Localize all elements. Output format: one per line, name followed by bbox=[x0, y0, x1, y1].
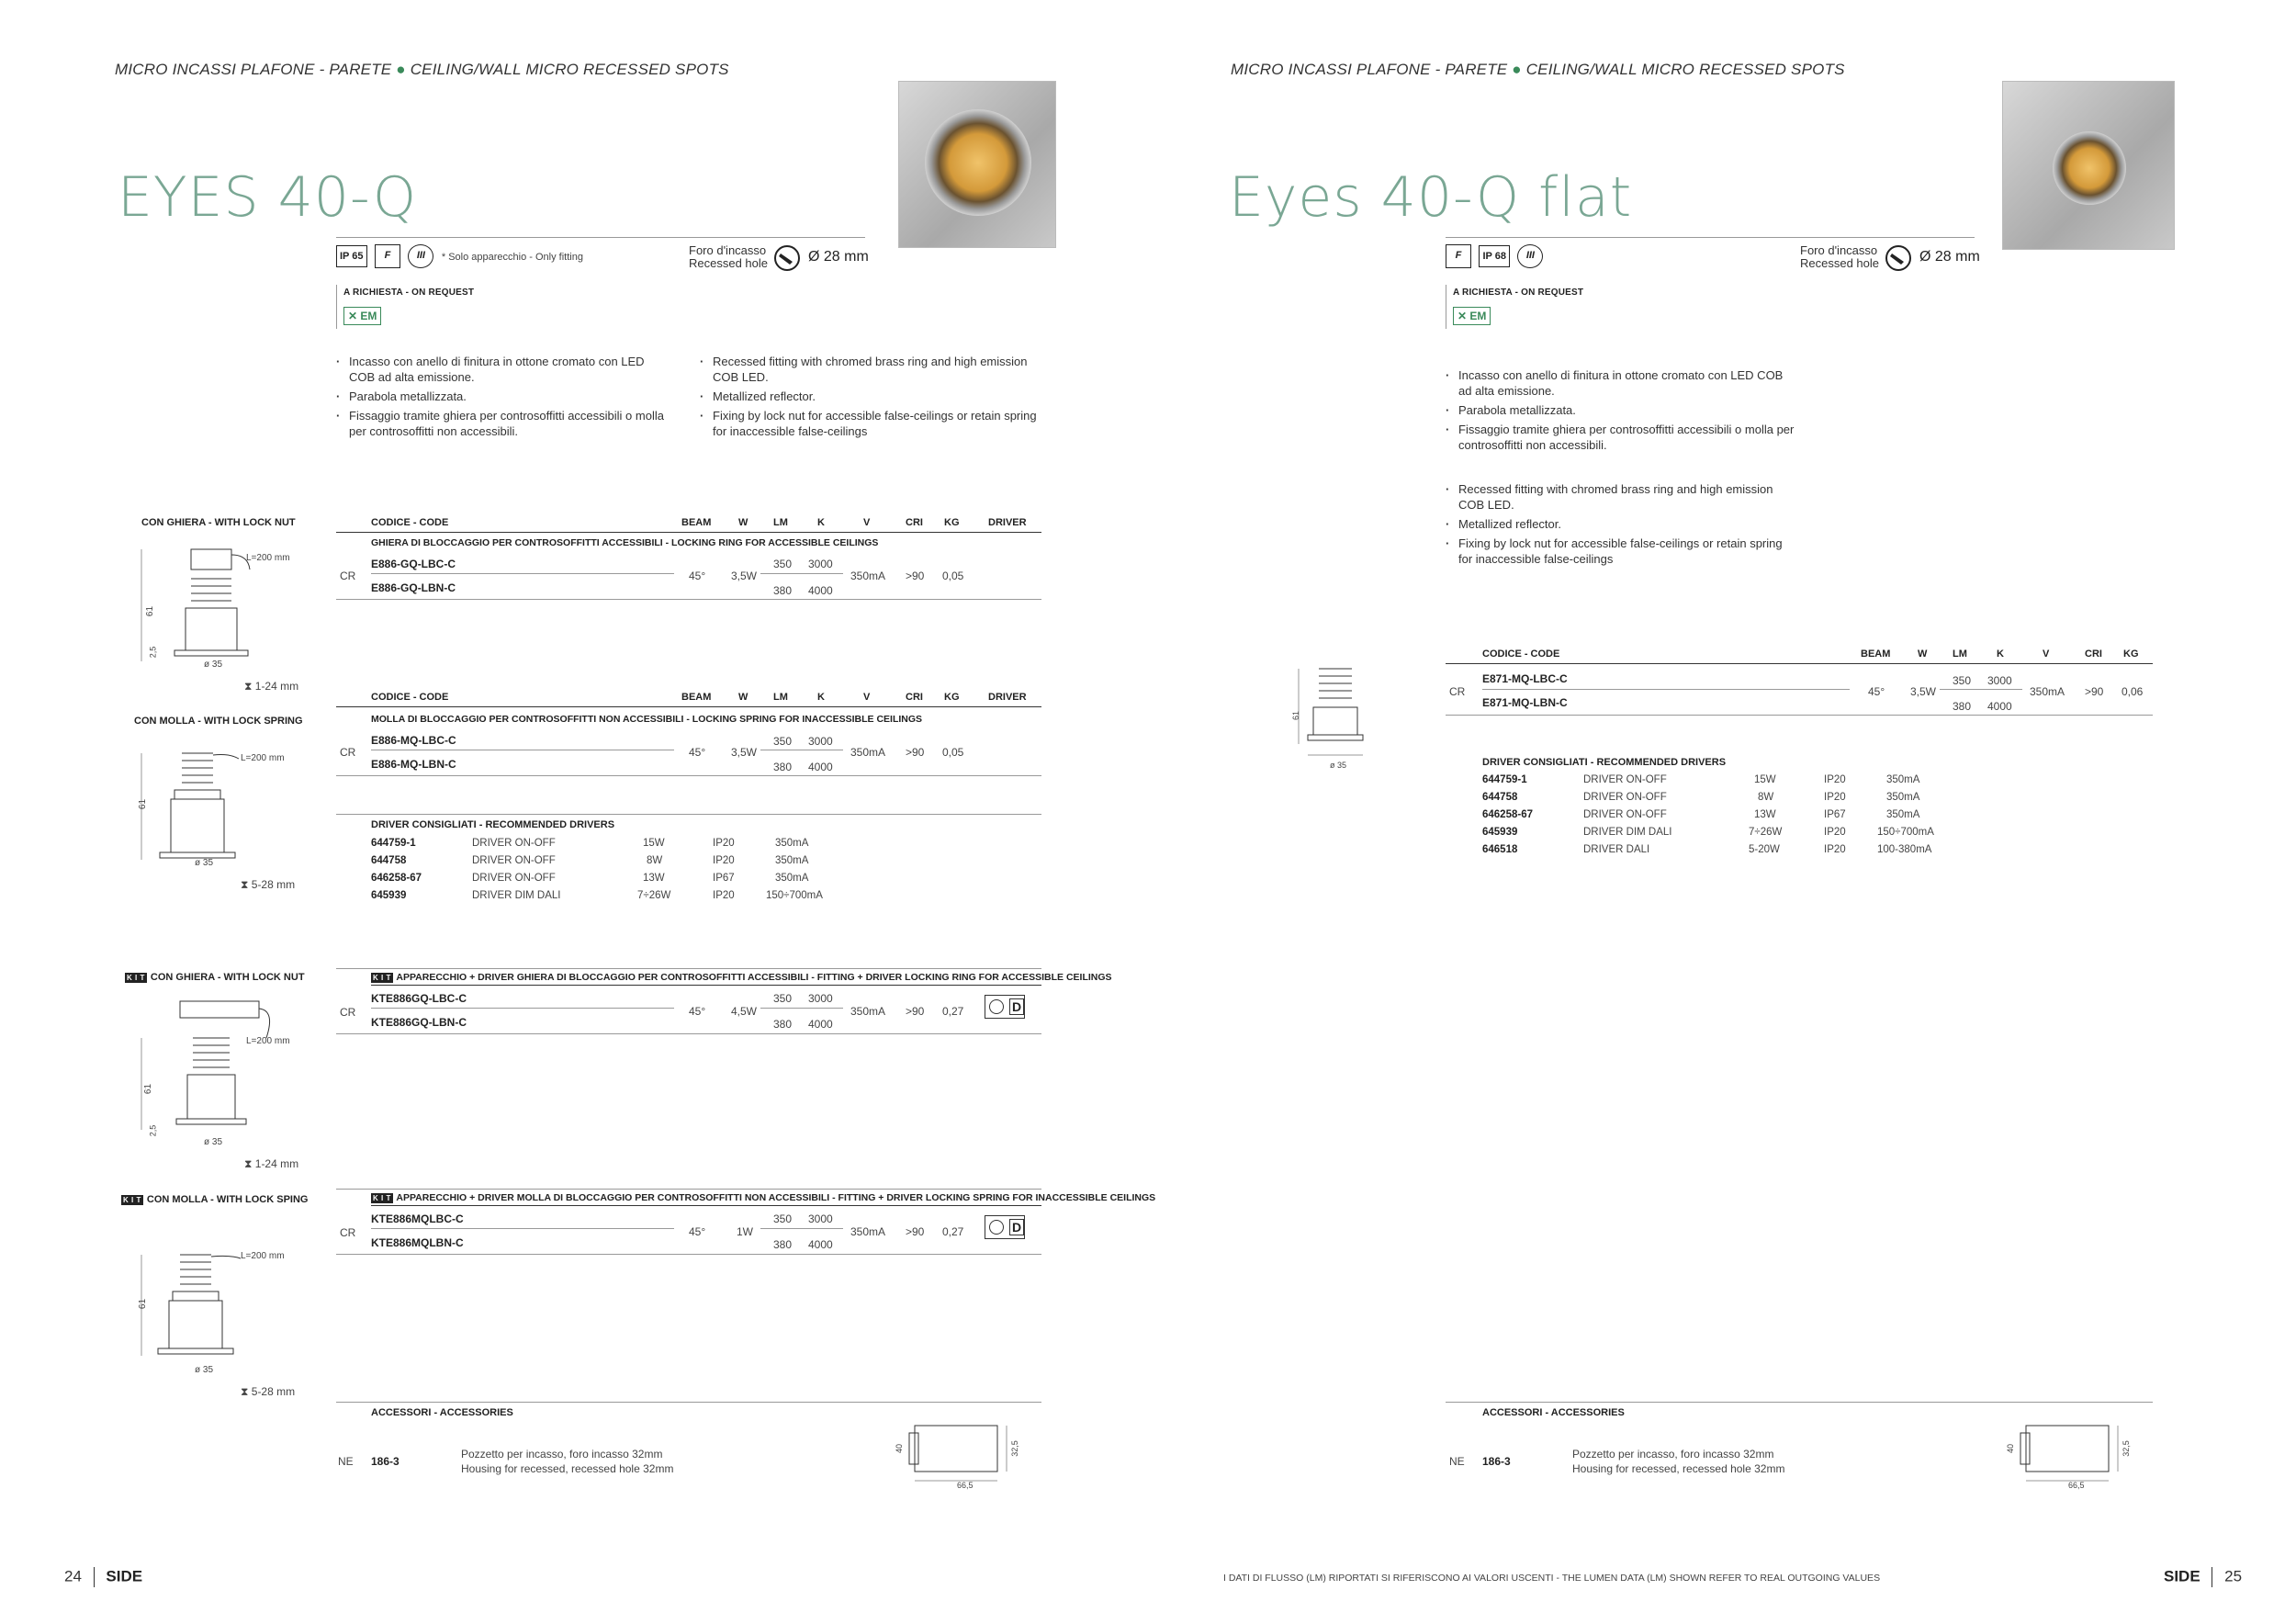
page-header bbox=[115, 61, 729, 79]
description-en: · Recessed fitting with chromed brass ring and high emission COB LED. · Metallized reflector. · Fixing by lock nut for accessible false-ceilings or retain spring for inaccessible false-ceilings bbox=[700, 354, 1049, 443]
class-iii-badge: III bbox=[1517, 244, 1543, 268]
product-code: E871-MQ-LBC-C bbox=[1482, 672, 1568, 685]
page-number: 25 bbox=[2224, 1567, 2243, 1585]
class-iii-badge: III bbox=[408, 244, 433, 268]
driver-symbol: D bbox=[985, 1215, 1025, 1239]
product-code: E886-GQ-LBC-C bbox=[371, 558, 456, 570]
product-code: KTE886GQ-LBC-C bbox=[371, 992, 467, 1005]
product-code: E871-MQ-LBN-C bbox=[1482, 696, 1568, 709]
driver-symbol: D bbox=[985, 995, 1025, 1019]
description-it: · Incasso con anello di finitura in ottone cromato con LED COB ad alta emissione. · Parabola metallizzata. · Fissaggio tramite ghiera per controsoffitti accessibili o molla per controsoffitti non accessibili. bbox=[1446, 367, 1795, 457]
recessed-hole bbox=[689, 244, 768, 270]
kit-lock-nut-diagram bbox=[138, 992, 303, 1176]
accessories-title: ACCESSORI - ACCESSORIES bbox=[1482, 1407, 1625, 1418]
lock-spring-diagram bbox=[138, 744, 303, 882]
emergency-option bbox=[343, 307, 381, 325]
kit-icon: K I T bbox=[127, 974, 145, 982]
page-footer bbox=[2164, 1567, 2242, 1587]
hole-drill-icon bbox=[773, 244, 801, 272]
kit-lock-spring-diagram bbox=[138, 1222, 303, 1378]
hole-drill-icon bbox=[1885, 244, 1912, 272]
description-it: · Incasso con anello di finitura in ottone cromato con LED COB ad alta emissione. · Parabola metallizzata. · Fissaggio tramite ghiera per controsoffitti accessibili o molla per controsoffitti non accessibili. bbox=[336, 354, 667, 443]
product-title: EYES 40-Q bbox=[118, 165, 418, 230]
f-mark-badge: F bbox=[1446, 244, 1471, 268]
product-photo bbox=[2002, 81, 2175, 250]
hole-label-en: Recessed hole bbox=[689, 256, 768, 270]
led-ring bbox=[2053, 131, 2126, 205]
emergency-icon: ✕ EM bbox=[1453, 307, 1491, 325]
ip-badge: IP 68 bbox=[1479, 245, 1510, 267]
header-en: CEILING/WALL MICRO RECESSED SPOTS bbox=[410, 61, 729, 78]
product-code: E886-MQ-LBC-C bbox=[371, 734, 456, 747]
header-separator: ● bbox=[396, 61, 406, 78]
emergency-icon: ✕ EM bbox=[343, 307, 381, 325]
cert-badges bbox=[336, 244, 583, 268]
drivers-title: DRIVER CONSIGLIATI - RECOMMENDED DRIVERS bbox=[371, 819, 615, 830]
recessed-hole: Foro d'incasso Recessed hole bbox=[1800, 243, 1879, 270]
ip-badge: IP 65 bbox=[336, 245, 367, 267]
drivers-title: DRIVER CONSIGLIATI - RECOMMENDED DRIVERS bbox=[1482, 757, 1727, 768]
on-request-label: A RICHIESTA - ON REQUEST bbox=[343, 288, 475, 298]
product-code: E886-MQ-LBN-C bbox=[371, 758, 456, 771]
f-mark-badge: F bbox=[375, 244, 400, 268]
left-page: MICRO INCASSI PLAFONE - PARETE ● CEILING/WALL MICRO RECESSED SPOTS EYES 40-Q IP 65 F III * Solo apparecchio - Only fitting Foro d'incasso Recessed hole Ø 28 mm A RICHIESTA - ON REQUEST ✕ EM · Incasso con anello di finitura in ottone cromato con LED COB ad alta emissione. · Parabola metallizzata. · Fissaggio tramite ghiera per controsoffitti accessibili o molla per controsoffitti non accessibili. · Recessed fitting with chromed brass ring and high emission COB LED. · Metallized reflector. · Fixing by lock nut for accessible false-ceilings or retain spring for inaccessible false-ceilings CON GHIERA - WITH LOCK NUT L=200 mm 61 2,5 ø 35 ⧗ 1-24 mm CODICE - CODE BEAM W LM K V CRI KG DRIVER GHIERA DI BLOCCAGGIO PER CONTROSOFFITTI ACCESSIBILI - LOCKING RING FOR ACCESSIBLE CEILINGS CR E886-GQ-LBC-C E886-GQ-LBN-C 45° 3,5W 350 3000 380 4000 350mA >90 0,05 CODICE - CODE BEAM W LM K V CRI KG DRIVER CON MOLLA - WITH LOCK SPRING MOLLA DI BLOCCAGGIO PER CONTROSOFFITTI NON ACCESSIBILI - LOCKING SPRING FOR INACCESSIBLE CEILINGS CR E886-MQ-LBC-C E886-MQ-LBN-C 45° 3,5W 350 3000 380 4000 350mA >90 0,05 L=200 mm 61 ø 35 ⧗ 5-28 mm DRIVER CONSIGLIATI - RECOMMENDED DRIVERS 644759-1 DRIVER ON-OFF 15W IP20 350mA 644758 DRIVER ON-OFF 8W IP20 350mA 646258-67 DRIVER ON-OFF 13W IP67 350mA 645939 DRIVER DIM DALI 7÷26W IP20 150÷700mA K I T CON GHIERA - WITH LOCK NUT K I T APPARECCHIO + DRIVER GHIERA DI BLOCCAGGIO PER CONTROSOFFITTI ACCESSIBILI - FITTING + DRIVER LOCKING RING FOR ACCESSIBLE CEILINGS CR KTE886GQ-LBC-C KTE886GQ-LBN-C 45° 4,5W 350 3000 380 4000 350mA >90 0,27 D L=200 mm 61 2,5 ø 35 ⧗ 1-24 mm K I T CON MOLLA - WITH LOCK SPING K I T APPARECCHIO + DRIVER MOLLA DI BLOCCAGGIO PER CONTROSOFFITTI NON ACCESSIBILI - FITTING + DRIVER LOCKING SPRING FOR INACCESSIBLE CEILINGS CR KTE886MQLBC-C KTE886MQLBN-C 45° 1W 350 3000 380 4000 350mA >90 0,27 D L=200 mm 61 ø 35 ⧗ 5-28 mm ACCESSORI - ACCESSORIES NE 186-3 Pozzetto per incasso, foro incasso 32mm Housing for recessed, recessed hole 32mm 40 32,5 66,5 24 SIDE bbox=[0, 0, 1148, 1624]
accessory-code: 186-3 bbox=[1482, 1455, 1511, 1468]
product-title: Eyes 40-Q flat bbox=[1229, 165, 1633, 230]
flat-fitting-diagram bbox=[1295, 661, 1396, 772]
page-number: 24 bbox=[64, 1567, 82, 1585]
brand-logo: SIDE bbox=[2164, 1567, 2200, 1585]
description-en: · Recessed fitting with chromed brass ring and high emission COB LED. · Metallized reflector. · Fixing by lock nut for accessible false-ceilings or retain spring for inaccessible false-ceilings bbox=[1446, 481, 1795, 570]
diagram-label-lock-spring: CON MOLLA - WITH LOCK SPRING bbox=[134, 716, 303, 727]
footer-note: I DATI DI FLUSSO (LM) RIPORTATI SI RIFERISCONO AI VALORI USCENTI - THE LUMEN DATA (LM) SHOWN REFER TO REAL OUTGOING VALUES bbox=[1223, 1573, 1881, 1584]
accessories-title: ACCESSORI - ACCESSORIES bbox=[371, 1407, 513, 1418]
right-page: MICRO INCASSI PLAFONE - PARETE ● CEILING/WALL MICRO RECESSED SPOTS Eyes 40-Q flat F IP 68 III Foro d'incasso Recessed hole Ø 28 mm A RICHIESTA - ON REQUEST ✕ EM · Incasso con anello di finitura in ottone cromato con LED COB ad alta emissione. · Parabola metallizzata. · Fissaggio tramite ghiera per controsoffitti accessibili o molla per controsoffitti non accessibili. · Recessed fitting with chromed brass ring and high emission COB LED. · Metallized reflector. · Fixing by lock nut for accessible false-ceilings or retain spring for inaccessible false-ceilings 61 ø 35 CODICE - CODE BEAM W LM K V CRI KG CR E871-MQ-LBC-C E871-MQ-LBN-C 45° 3,5W 350 3000 380 4000 350mA >90 0,06 DRIVER CONSIGLIATI - RECOMMENDED DRIVERS 644759-1 DRIVER ON-OFF 15W IP20 350mA 644758 DRIVER ON-OFF 8W IP20 350mA 646258-67 DRIVER ON-OFF 13W IP67 350mA 645939 DRIVER DIM DALI 7÷26W IP20 150÷700mA 646518 DRIVER DALI 5-20W IP20 100-380mA ACCESSORI - ACCESSORIES NE 186-3 Pozzetto per incasso, foro incasso 32mm Housing for recessed, recessed hole 32mm 40 32,5 66,5 I DATI DI FLUSSO (LM) RIPORTATI SI RIFERISCONO AI VALORI USCENTI - THE LUMEN DATA (LM) SHOWN REFER TO REAL OUTGOING VALUES SIDE 25 bbox=[1148, 0, 2296, 1624]
product-photo bbox=[898, 81, 1056, 248]
product-code: KTE886MQLBC-C bbox=[371, 1212, 464, 1225]
led-ring bbox=[925, 109, 1031, 216]
hole-diameter: Ø 28 mm bbox=[1919, 249, 1980, 265]
page-footer bbox=[64, 1567, 142, 1587]
product-code: KTE886GQ-LBN-C bbox=[371, 1016, 467, 1029]
accessory-code: 186-3 bbox=[371, 1455, 400, 1468]
product-code: KTE886MQLBN-C bbox=[371, 1236, 464, 1249]
brand-logo: SIDE bbox=[106, 1567, 143, 1585]
diagram-label-lock-nut: CON GHIERA - WITH LOCK NUT bbox=[141, 517, 296, 528]
cert-badges bbox=[1446, 244, 1547, 268]
hole-label-it: Foro d'incasso bbox=[689, 243, 767, 257]
hole-diameter: Ø 28 mm bbox=[808, 249, 869, 265]
range-label: ⧗ 1-24 mm bbox=[244, 680, 299, 693]
header-it: MICRO INCASSI PLAFONE - PARETE bbox=[115, 61, 392, 78]
badge-note: * Solo apparecchio - Only fitting bbox=[441, 252, 583, 264]
product-code: E886-GQ-LBN-C bbox=[371, 581, 456, 594]
page-header: MICRO INCASSI PLAFONE - PARETE ● CEILING/WALL MICRO RECESSED SPOTS bbox=[1231, 61, 1845, 78]
